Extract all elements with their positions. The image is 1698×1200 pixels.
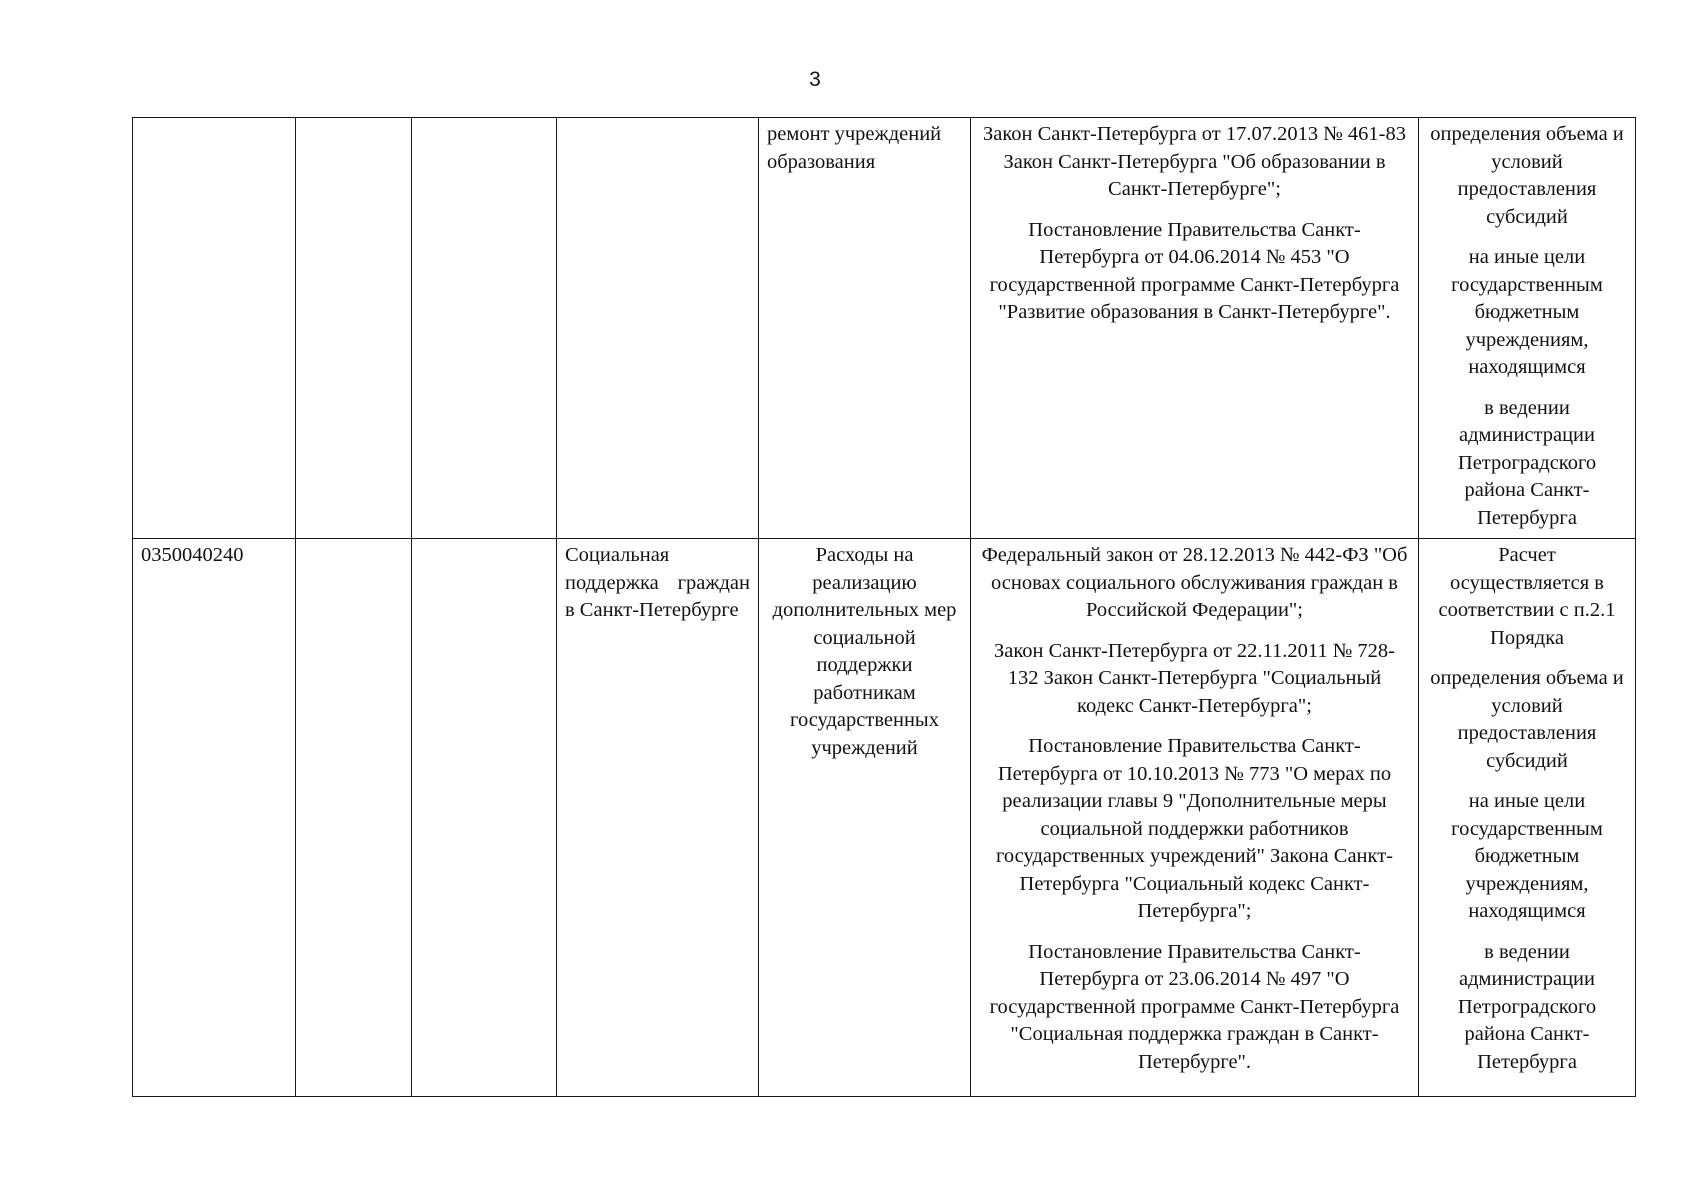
method-text: на иные цели государственным бюджетным учреждениям, находящимся xyxy=(1451,246,1603,378)
code-cell xyxy=(133,118,296,539)
description-cell xyxy=(759,118,971,539)
legal-basis-text: Постановление Правительства Санкт-Петербурга от 04.06.2014 № 453 "О государственной программе Санкт-Петербурга "Развитие образования в Санкт-Петербурге". xyxy=(989,218,1400,323)
empty-cell xyxy=(412,118,557,539)
legal-basis-text: Закон Санкт-Петербурга от 17.07.2013 № 461-83 Закон Санкт-Петербурга "Об образовании в Санкт-Петербурге"; xyxy=(982,123,1407,200)
description-cell xyxy=(759,539,971,1097)
table-row xyxy=(133,539,1636,1097)
method-text: Расчет осуществляется в соответствии с п.2.1 Порядка xyxy=(1438,544,1616,649)
program-name: Социальная поддержка граждан в Санкт-Петербурге xyxy=(565,544,750,621)
legal-basis-cell xyxy=(971,118,1419,539)
method-cell xyxy=(1419,118,1636,539)
method-text: определения объема и условий предоставления субсидий xyxy=(1430,123,1624,228)
budget-code: 0350040240 xyxy=(141,544,244,566)
method-text: в ведении администрации Петроградского района Санкт-Петербурга xyxy=(1457,396,1597,529)
legal-basis-text: Федеральный закон от 28.12.2013 № 442-ФЗ "Об основах социального обслуживания граждан в Российской Федерации"; xyxy=(981,544,1408,621)
legal-basis-text: Закон Санкт-Петербурга от 22.11.2011 № 728-132 Закон Санкт-Петербурга "Социальный кодекс Санкт-Петербурга"; xyxy=(993,639,1396,717)
empty-cell xyxy=(296,118,412,539)
description-text: Расходы на реализацию дополнительных мер социальной поддержки работникам государственных учреждений xyxy=(772,544,957,759)
empty-cell xyxy=(412,539,557,1097)
page-number: 3 xyxy=(809,68,821,91)
table-row xyxy=(133,118,1636,539)
method-text: определения объема и условий предоставления субсидий xyxy=(1430,667,1624,772)
legal-basis-text: Постановление Правительства Санкт-Петербурга от 10.10.2013 № 773 "О мерах по реализации главы 9 "Дополнительные меры социальной поддержки работников государственных учреждений" Закона Санкт-Петербурга "Социальный кодекс Санкт-Петербурга"; xyxy=(996,735,1393,922)
method-text: на иные цели государственным бюджетным учреждениям, находящимся xyxy=(1451,790,1603,922)
legal-basis-text: Постановление Правительства Санкт-Петербурга от 23.06.2014 № 497 "О государственной программе Санкт-Петербурга "Социальная поддержка граждан в Санкт-Петербурге". xyxy=(989,940,1400,1073)
budget-classification-table xyxy=(132,117,1636,1097)
name-cell xyxy=(557,539,759,1097)
method-text: в ведении администрации Петроградского района Санкт-Петербурга xyxy=(1457,940,1597,1073)
method-cell xyxy=(1419,539,1636,1097)
legal-basis-cell xyxy=(971,539,1419,1097)
code-cell xyxy=(133,539,296,1097)
name-cell xyxy=(557,118,759,539)
empty-cell xyxy=(296,539,412,1097)
description-text: ремонт учреждений образования xyxy=(767,123,942,173)
